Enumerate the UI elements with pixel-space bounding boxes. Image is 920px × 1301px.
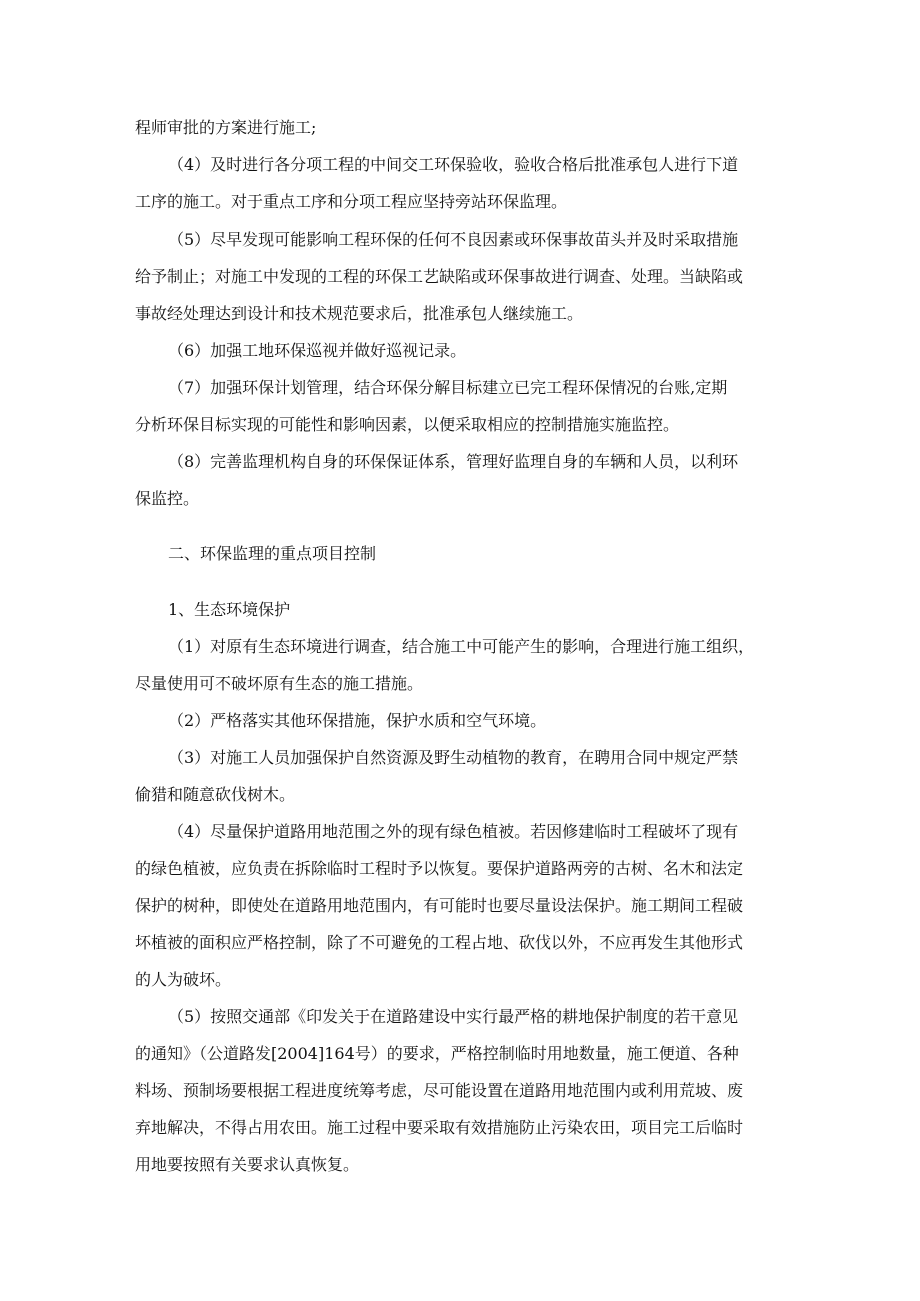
text-line: （8）完善监理机构自身的环保保证体系，管理好监理自身的车辆和人员，以利环 [168,452,739,471]
text-line: （6）加强工地环保巡视并做好巡视记录。 [168,341,467,360]
text-line: （7）加强环保计划管理，结合环保分解目标建立已完工程环保情况的台账,定期 [168,378,728,397]
text-line: 偷猎和随意砍伐树木。 [135,785,296,804]
text-line: 料场、预制场要根据工程进度统筹考虑，尽可能设置在道路用地范围内或利用荒坡、废 [135,1081,744,1100]
section-heading: 二、环保监理的重点项目控制 [168,544,377,563]
text-line: （2）严格落实其他环保措施，保护水质和空气环境。 [168,711,547,730]
text-line: 的绿色植被，应负责在拆除临时工程时予以恢复。要保护道路两旁的古树、名木和法定 [135,859,744,878]
text-line: （4）尽量保护道路用地范围之外的现有绿色植被。若因修建临时工程破坏了现有 [168,822,739,841]
text-line: （5）尽早发现可能影响工程环保的任何不良因素或环保事故苗头并及时采取措施 [168,230,739,249]
text-line: （5）按照交通部《印发关于在道路建设中实行最严格的耕地保护制度的若干意见 [168,1007,739,1026]
text-line: 坏植被的面积应严格控制，除了不可避免的工程占地、砍伐以外，不应再发生其他形式 [135,933,744,952]
text-line: 尽量使用可不破坏原有生态的施工措施。 [135,674,424,693]
text-line: 的人为破坏。 [135,970,232,989]
text-line: 分析环保目标实现的可能性和影响因素，以便采取相应的控制措施实施监控。 [135,415,680,434]
text-line: 保护的树种，即使处在道路用地范围内，有可能时也要尽量设法保护。施工期间工程破 [135,896,744,915]
text-line: （1）对原有生态环境进行调查，结合施工中可能产生的影响，合理进行施工组织， [168,637,755,656]
text-line: 给予制止；对施工中发现的工程的环保工艺缺陷或环保事故进行调查、处理。当缺陷或 [135,267,744,286]
text-line: （3）对施工人员加强保护自然资源及野生动植物的教育，在聘用合同中规定严禁 [168,748,739,767]
text-line: （4）及时进行各分项工程的中间交工环保验收，验收合格后批准承包人进行下道 [168,155,739,174]
text-line: 事故经处理达到设计和技术规范要求后，批准承包人继续施工。 [135,304,584,323]
subsection-heading: 1、生态环境保护 [168,600,291,619]
text-line: 保监控。 [135,489,200,508]
text-line: 工序的施工。对于重点工序和分项工程应坚持旁站环保监理。 [135,192,568,211]
text-line: 弃地解决，不得占用农田。施工过程中要采取有效措施防止污染农田，项目完工后临时 [135,1118,744,1137]
text-line: 用地要按照有关要求认真恢复。 [135,1155,360,1174]
text-line: 程师审批的方案进行施工; [135,118,317,137]
text-line: 的通知》（公道路发[2004]164号）的要求，严格控制临时用地数量，施工便道、各种 [135,1044,739,1063]
